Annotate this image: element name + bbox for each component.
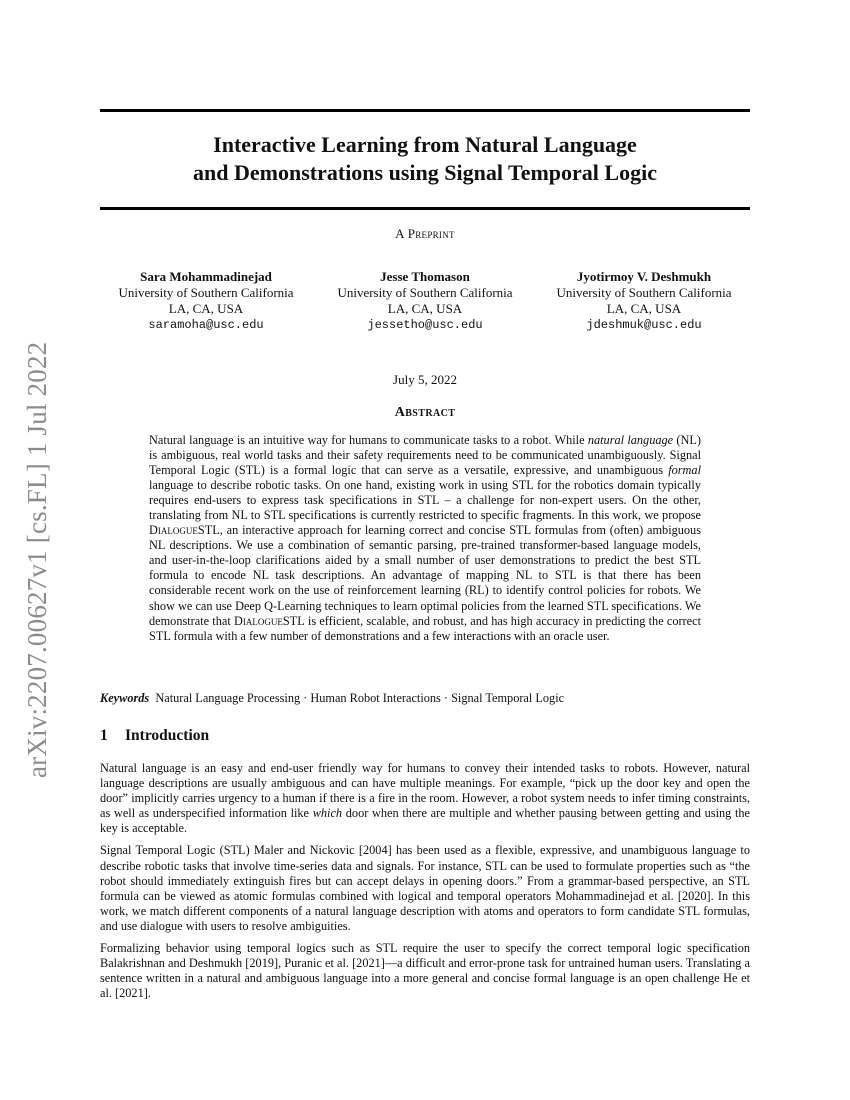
keywords-label: Keywords [100,691,150,705]
author-email[interactable]: jessetho@usc.edu [367,318,483,332]
keywords-line [100,691,750,706]
author-email[interactable]: jdeshmuk@usc.edu [586,318,702,332]
title-bottom-rule [100,207,750,210]
arxiv-identifier-stamp: arXiv:2207.00627v1 [cs.FL] 1 Jul 2022 [22,341,52,778]
author-location: LA, CA, USA [168,301,244,316]
author-block [100,269,750,333]
author-name: Sara Mohammadinejad [140,269,272,284]
author-affiliation: University of Southern California [337,285,513,300]
title-top-rule [100,109,750,112]
abstract-text: , an interactive approach for learning correct and concise STL formulas from (often) ambiguous NL descriptions. We use a combination of semantic parsing, pre-trained transformer-based language models, and user-in-the-loop clarifications aided by a small number of user demonstrations to predict the best STL formula to encode NL task descriptions. An advantage of mapping NL to STL is that there has been considerable recent work on the use of reinforcement learning (RL) to identify control policies for robots. We show we can use Deep Q-Learning techniques to learn optimal policies from the learned STL specifications. We demonstrate that [149,523,701,628]
abstract-text: Natural language is an intuitive way for humans to communicate tasks to a robot. While [149,433,588,447]
section-number: 1 [100,727,108,744]
introduction-body [100,761,750,1008]
author-location: LA, CA, USA [606,301,682,316]
publication-date: July 5, 2022 [393,372,457,387]
system-name: DialogueSTL [149,523,220,538]
abstract-body [149,433,701,644]
title-line-2: and Demonstrations using Signal Temporal Logic [193,160,657,185]
abstract-text: (NL) is ambiguous, real world tasks and their safety requirements need to be communicated unambiguously. Signal Temporal Logic (STL) is a formal logic that can serve as a versatile, expressive, and unambiguous [149,433,701,478]
body-text: Natural language is an easy and end-user friendly way for humans to convey their intended tasks to robots. However, natural language descriptions are usually ambiguous and can have multiple meanings. For example, “pick up the door key and open the door” implicitly carries urgency to a human if there is a fire in the room. However, a robot system needs to infer timing constraints, as well as underspecified information like [100,761,750,821]
abstract-emphasis: natural language [587,433,674,447]
body-paragraph-2: Signal Temporal Logic (STL) Maler and Nickovic [2004] has been used as a flexible, expressive, and unambiguous language to describe robotic tasks that involve time-series data and signals. For instance, STL can be used to formulate properties such as “the robot should immediately extinguish fires but can accept delays in opening doors.” From a grammar-based perspective, an STL formula can be viewed as atomic formulas combined with logical and temporal operators Mohammadinejad et al. [2020]. In this work, we match different components of a natural language description with atoms and operators to form candidate STL formulas, and use dialogue with users to resolve ambiguities. [100,843,750,933]
preprint-label: A Preprint [395,226,455,241]
abstract-paragraph [149,433,701,644]
author-email[interactable]: saramoha@usc.edu [148,318,264,332]
body-emphasis: which [312,806,343,821]
body-paragraph-3: Formalizing behavior using temporal logics such as STL require the user to specify the correct temporal logic specification Balakrishnan and Deshmukh [2019], Puranic et al. [2021]—a difficult and error-prone task for untrained human users. Translating a sentence written in a natural and ambiguous language into a more general and concise formal language is an open challenge He et al. [2021]. [100,941,750,1001]
abstract-heading: Abstract [394,405,456,420]
author-location: LA, CA, USA [387,301,463,316]
abstract-emphasis: formal [668,463,701,478]
author-affiliation: University of Southern California [556,285,732,300]
body-text: door when there are multiple and whether pausing between getting and using the key is acceptable. [100,806,750,836]
section-title: Introduction [125,727,210,744]
author-3 [538,269,750,333]
section-heading-introduction [100,727,750,745]
author-1 [100,269,312,333]
abstract-text: language to describe robotic tasks. On one hand, existing work in using STL for the robotics domain typically requires end-users to express task specifications in STL – a challenge for non-expert users. On the other, translating from NL to STL specifications is currently restricted to specific fragments. In this work, we propose [149,478,701,523]
author-affiliation: University of Southern California [118,285,294,300]
abstract-text: is efficient, scalable, and robust, and has high accuracy in predicting the correct STL formula with a few number of demonstrations and a few interactions with an oracle user. [149,613,701,643]
author-name: Jyotirmoy V. Deshmukh [576,269,712,284]
paper-title [100,131,750,187]
title-line-1: Interactive Learning from Natural Language [213,132,637,157]
keywords-text: Natural Language Processing · Human Robot Interactions · Signal Temporal Logic [155,691,565,705]
body-paragraph-1 [100,761,750,836]
author-2 [319,269,531,333]
system-name: DialogueSTL [233,613,305,628]
author-name: Jesse Thomason [380,269,470,284]
